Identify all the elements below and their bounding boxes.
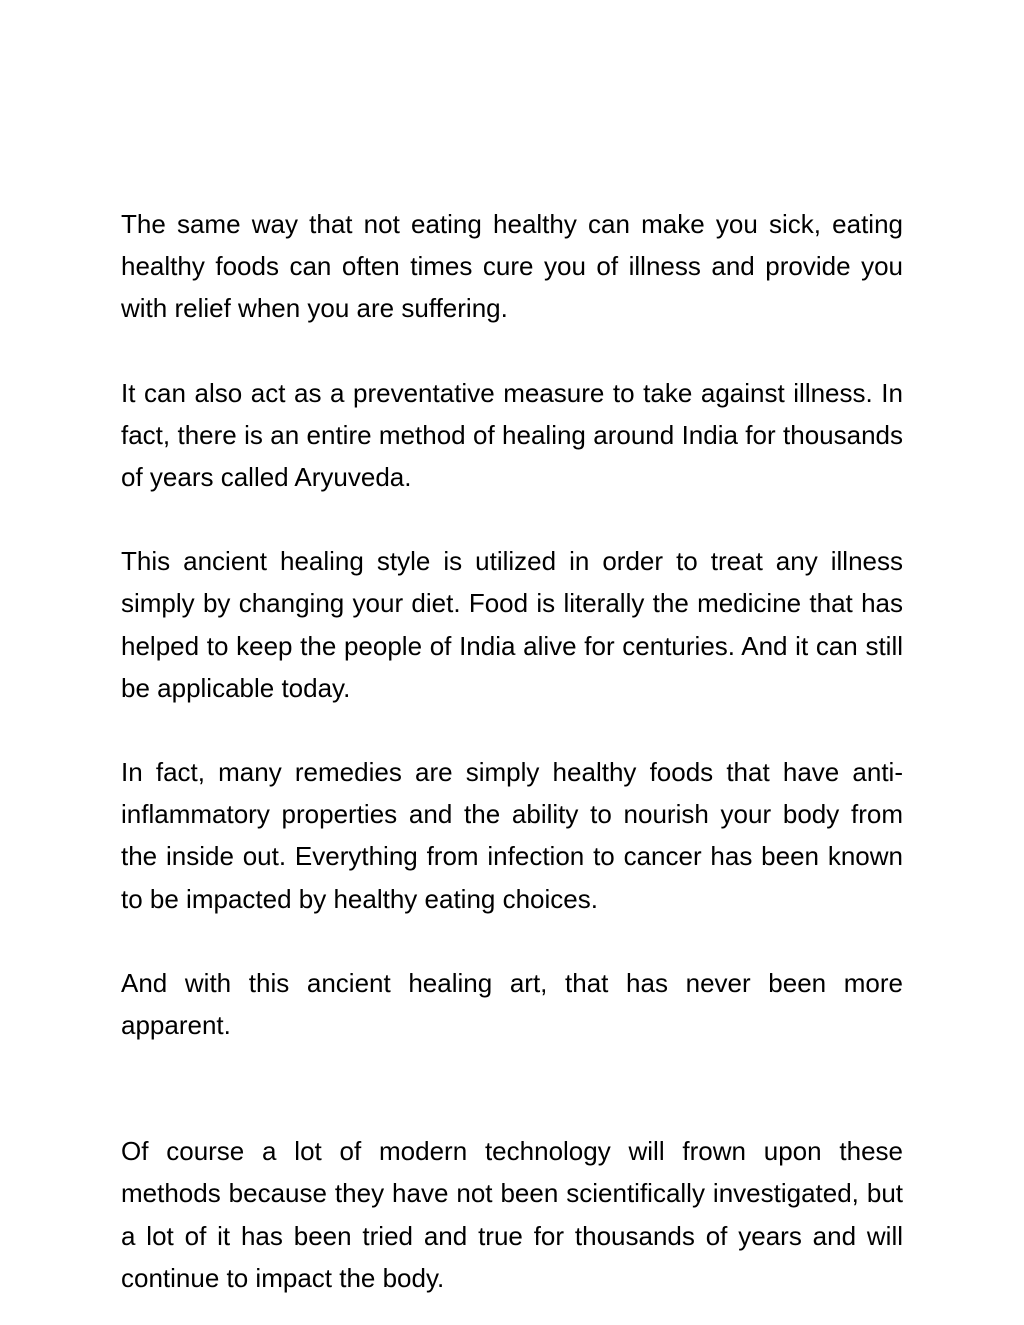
paragraph-5: And with this ancient healing art, that has never been more apparent. xyxy=(121,967,903,1041)
paragraph-2: It can also act as a preventative measure to take against illness. In fact, there is an entire method of healing around India for thousands of years called Aryuveda. xyxy=(121,377,903,493)
paragraph-3: This ancient healing style is utilized in order to treat any illness simply by changing your diet. Food is literally the medicine that has helped to keep the people of India alive for centuries. And it can still be applicable today. xyxy=(121,546,903,703)
paragraph-4: In fact, many remedies are simply healthy foods that have anti-inflammatory properties and the ability to nourish your body from the inside out. Everything from infection to cancer has been known to be impacted by healthy eating choices. xyxy=(121,757,903,914)
paragraph-1: The same way that not eating healthy can make you sick, eating healthy foods can often times cure you of illness and provide you with relief when you are suffering. xyxy=(121,209,903,324)
document-body xyxy=(121,203,903,1299)
paragraph-6: Of course a lot of modern technology will frown upon these methods because they have not been scientifically investigated, but a lot of it has been tried and true for thousands of years and will continue to impact the body. xyxy=(121,1136,903,1293)
